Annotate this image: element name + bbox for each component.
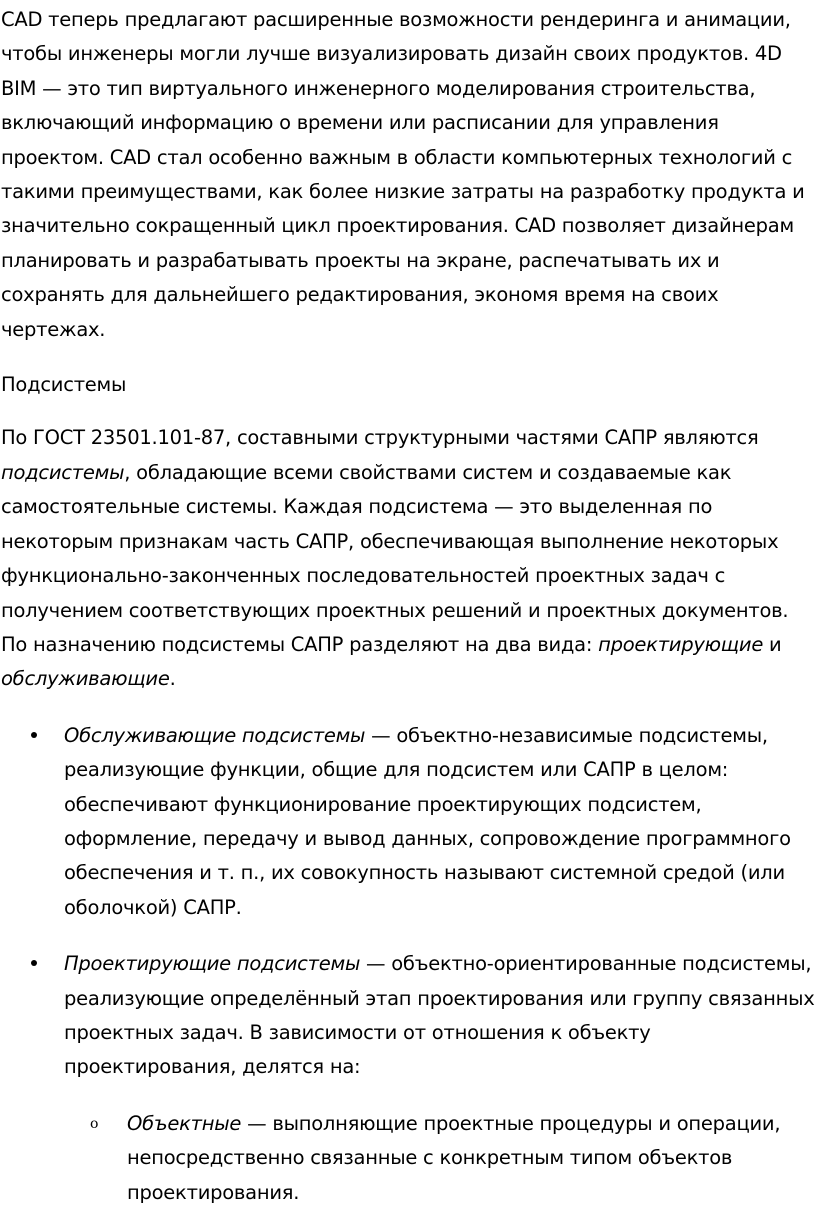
emphasis-subsystems: подсистемы	[1, 460, 125, 484]
paragraph-text: , обладающие всеми свойствами систем и создаваемые как самостоятельные системы. Каждая подсистема — это выделенная по некоторым признакам часть САПР, обеспечивающая выполнение некоторых функционально-законченных последовательностей проектных задач с получением соответствующих проектных решений и проектных документов. По назначению подсистемы САПР разделяют на два вида:	[1, 460, 789, 656]
paragraph-subsystems-definition	[1, 421, 816, 696]
section-heading: Подсистемы	[1, 373, 127, 397]
paragraph-text: По ГОСТ 23501.101-87, составными структурными частями САПР являются	[1, 426, 759, 450]
bullet-dot-icon	[31, 732, 37, 738]
subsystem-types-list	[1, 719, 816, 1210]
list-item-text: — объектно-независимые подсистемы, реализующие функции, общие для подсистем или САПР в целом: обеспечивают функционирование проектирующих подсистем, оформление, передачу и вывод данных, сопровождение программного обеспечения и т. п., их совокупность называют системной средой (или оболочкой) САПР.	[64, 723, 791, 919]
sublist-item-term: Объектные	[127, 1111, 242, 1135]
bullet-dot-icon	[31, 960, 37, 966]
emphasis-servicing: обслуживающие	[1, 667, 170, 691]
list-item-designing-subsystems	[1, 947, 816, 1210]
list-item-term: Обслуживающие подсистемы	[64, 723, 366, 747]
list-item-servicing-subsystems	[1, 719, 816, 925]
list-item-text: — объектно-ориентированные подсистемы, реализующие определённый этап проектирования или группу связанных проектных задач. В зависимости от отношения к объекту проектирования, делятся на:	[64, 952, 815, 1079]
paragraph-text: .	[169, 667, 176, 691]
emphasis-designing: проектирующие	[598, 632, 764, 656]
paragraph-text: и	[763, 632, 782, 656]
designing-subsystems-sublist	[64, 1107, 816, 1210]
paragraph-cad-capabilities: CAD теперь предлагают расширенные возможности рендеринга и анимации, чтобы инженеры могли лучше визуализировать дизайн своих продуктов. 4D BIM — это тип виртуального инженерного моделирования строительства, включающий информацию о времени или расписании для управления проектом. CAD стал особенно важным в области компьютерных технологий с такими преимуществами, как более низкие затраты на разработку продукта и значительно сокращенный цикл проектирования. CAD позволяет дизайнерам планировать и разрабатывать проекты на экране, распечатывать их и сохранять для дальнейшего редактирования, экономя время на своих чертежах.	[1, 8, 805, 341]
list-item-term: Проектирующие подсистемы	[64, 952, 361, 976]
sublist-item-object	[64, 1107, 816, 1210]
circle-bullet-icon: o	[90, 1115, 99, 1132]
sublist-item-text: — выполняющие проектные процедуры и операции, непосредственно связанные с конкретным типом объектов проектирования.	[127, 1111, 781, 1204]
